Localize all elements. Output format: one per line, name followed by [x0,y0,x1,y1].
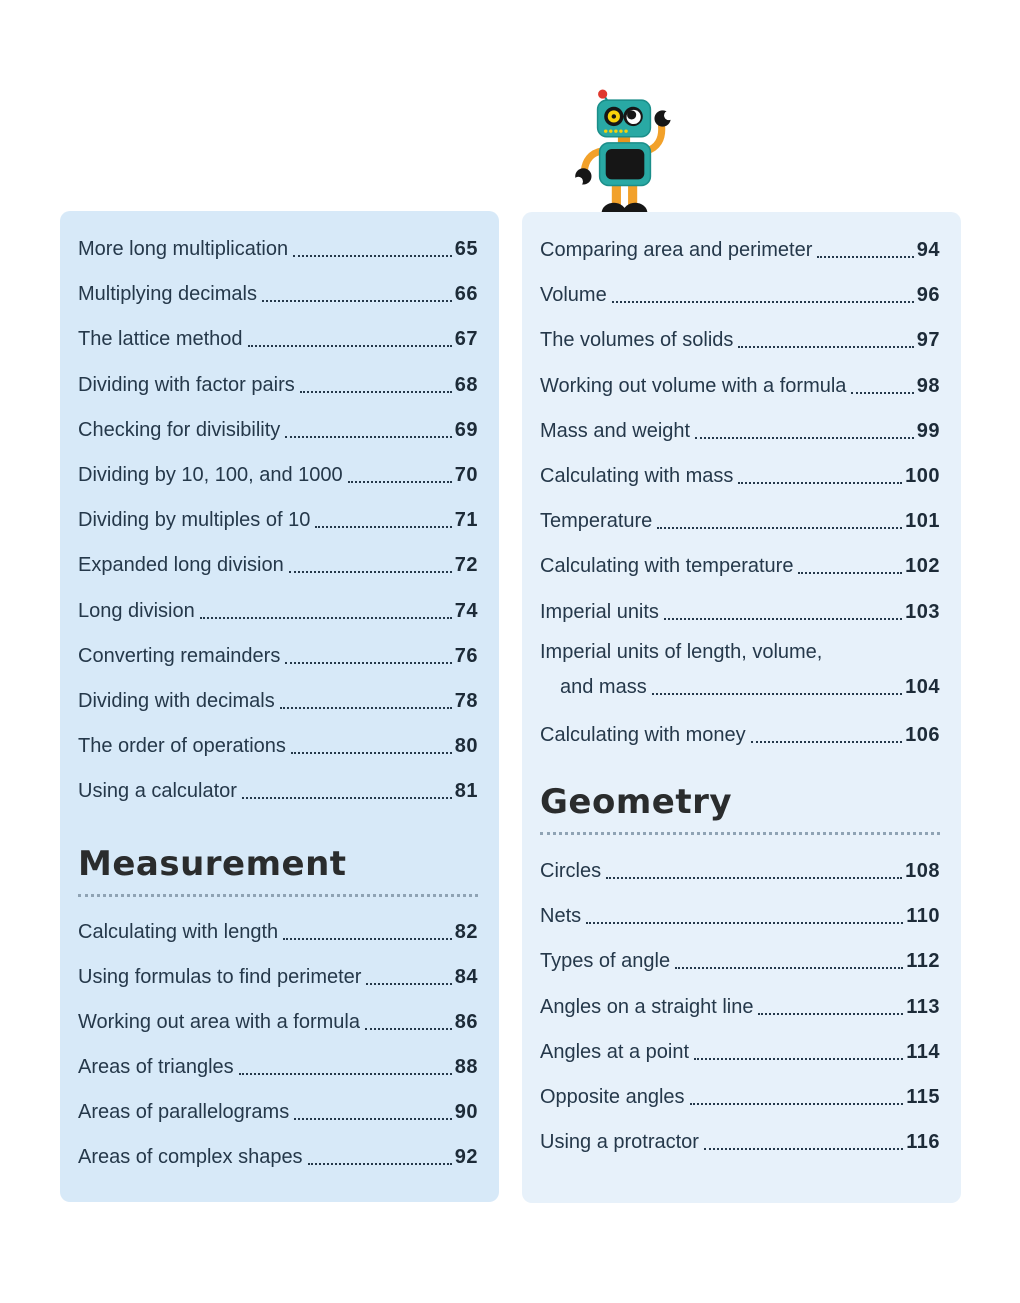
dot-leader [851,392,913,394]
dot-leader [675,967,903,969]
section-heading-geometry: Geometry [540,781,732,822]
dot-leader [348,481,452,483]
dot-leader [262,300,452,302]
toc-entry-page: 66 [454,283,478,306]
toc-entry-page: 65 [454,238,478,261]
dotted-divider [540,832,940,835]
dot-leader [586,922,903,924]
dot-leader [652,693,902,695]
toc-entry-page: 92 [454,1146,478,1169]
dot-leader [293,255,452,257]
dot-leader [248,345,452,347]
toc-entry-label: Comparing area and perimeter [540,239,813,262]
toc-entry [540,454,940,499]
dot-leader [657,527,902,529]
dot-leader [283,938,452,940]
toc-list [78,227,478,814]
toc-entry [78,724,478,769]
dot-leader [738,482,902,484]
dot-leader [694,1058,903,1060]
dot-leader [280,707,452,709]
toc-entry-page: 82 [454,920,478,943]
dot-leader [690,1103,904,1105]
robot-eye-icon [623,107,642,126]
toc-entry-label: Calculating with temperature [540,555,794,578]
toc-entry-label: Converting remainders [78,644,281,667]
toc-entry [540,849,940,894]
toc-entry-page: 102 [905,555,940,578]
toc-list [540,228,940,758]
dot-leader [291,752,452,754]
toc-entry-label: Types of angle [540,950,671,973]
dot-leader [664,618,902,620]
toc-entry-page: 98 [916,374,940,397]
toc-entry-page: 100 [905,465,940,488]
toc-entry-page: 70 [454,464,478,487]
toc-panel-right [522,212,961,1203]
toc-entry-label: Using formulas to find perimeter [78,965,362,988]
toc-entry [78,453,478,498]
toc-entry [78,1135,478,1180]
toc-entry-label: Circles [540,859,602,882]
toc-entry-label: Dividing with decimals [78,689,275,712]
toc-entry [540,1075,940,1120]
toc-entry [540,409,940,454]
toc-entry-label: Calculating with money [540,723,746,746]
dot-leader [300,391,452,393]
toc-entry [78,909,478,954]
dot-leader [315,526,451,528]
toc-entry [540,1030,940,1075]
toc-entry-label: Areas of complex shapes [78,1146,303,1169]
toc-entry-label: Imperial units [540,600,659,623]
toc-entry [78,769,478,814]
toc-entry [540,364,940,409]
toc-entry-label: The volumes of solids [540,329,734,352]
dot-leader [289,571,452,573]
toc-entry-label: Working out area with a formula [78,1010,360,1033]
toc-entry-label: Dividing with factor pairs [78,373,295,396]
toc-entry-page: 106 [905,723,940,746]
toc-entry-label: Dividing by 10, 100, and 1000 [78,464,343,487]
toc-entry [540,984,940,1029]
dot-leader [308,1163,452,1165]
toc-entry-label: Expanded long division [78,554,284,577]
toc-entry-page: 74 [454,599,478,622]
toc-entry-page: 71 [454,509,478,532]
toc-entry-page: 80 [454,735,478,758]
toc-entry-label: The lattice method [78,328,243,351]
toc-entry-label: Dividing by multiples of 10 [78,509,311,532]
toc-entry-page: 78 [454,689,478,712]
toc-entry-page: 69 [454,418,478,441]
toc-entry [540,1120,940,1165]
toc-entry-page: 108 [905,859,940,882]
dot-leader [365,1028,452,1030]
toc-panel-left [60,211,499,1202]
dot-leader [242,797,452,799]
toc-entry [540,544,940,589]
dot-leader [200,617,452,619]
toc-entry-page: 67 [454,328,478,351]
toc-entry-page: 90 [454,1101,478,1124]
toc-entry-page: 72 [454,554,478,577]
dot-leader [366,983,451,985]
toc-entry-page: 113 [906,995,940,1018]
toc-entry-page: 112 [906,950,940,973]
toc-entry-label: Using a calculator [78,780,237,803]
toc-entry-label: Imperial units of length, volume, [540,640,823,663]
toc-entry [78,408,478,453]
toc-entry [540,713,940,758]
toc-entry-page: 114 [906,1040,940,1063]
toc-entry-label: Long division [78,599,195,622]
dot-leader [612,301,914,303]
toc-entry [78,363,478,408]
section-heading-measurement: Measurement [78,844,347,885]
toc-entry [78,272,478,317]
toc-entry [78,589,478,634]
toc-entry-label: Volume [540,284,607,307]
toc-entry-page: 103 [905,600,940,623]
toc-entry [78,1000,478,1045]
toc-entry [78,317,478,362]
toc-entry-label: Calculating with mass [540,465,734,488]
toc-entry-label: Angles on a straight line [540,995,754,1018]
dot-leader [285,436,451,438]
dot-leader [738,346,913,348]
toc-entry-label: Temperature [540,510,653,533]
dot-leader [294,1118,452,1120]
toc-entry-page: 94 [916,239,940,262]
dot-leader [695,437,914,439]
toc-entry [78,955,478,1000]
toc-list [540,849,940,1165]
toc-entry [540,273,940,318]
toc-entry-page: 99 [916,419,940,442]
toc-entry [540,318,940,363]
toc-entry [78,1090,478,1135]
toc-entry [78,1045,478,1090]
toc-entry-label: Using a protractor [540,1131,699,1154]
toc-entry [540,939,940,984]
robot-claw-icon [654,110,673,126]
toc-entry [540,499,940,544]
toc-entry-page: 86 [454,1010,478,1033]
toc-entry-page: 115 [906,1085,940,1108]
toc-entry-page: 101 [905,510,940,533]
toc-entry-label: Areas of triangles [78,1056,234,1079]
toc-entry [540,228,940,273]
dot-leader [751,741,902,743]
toc-entry-page: 116 [906,1131,940,1154]
toc-entry-label: Mass and weight [540,419,691,442]
toc-entry [78,634,478,679]
toc-entry [540,894,940,939]
toc-entry-page: 110 [906,905,940,928]
toc-entry [540,590,940,635]
dot-leader [606,877,902,879]
dot-leader [817,256,913,258]
dot-leader [758,1013,903,1015]
toc-entry [78,227,478,272]
toc-entry [78,543,478,588]
toc-entry-page: 96 [916,284,940,307]
toc-entry-label: Nets [540,905,582,928]
toc-entry-label: Working out volume with a formula [540,374,847,397]
toc-entry-label: Calculating with length [78,920,279,943]
toc-entry-page: 81 [454,780,478,803]
toc-entry-label: Opposite angles [540,1085,685,1108]
toc-entry-label: Multiplying decimals [78,283,257,306]
toc-entry-label: Areas of parallelograms [78,1101,290,1124]
toc-list [78,909,478,1180]
toc-entry-page: 97 [916,329,940,352]
toc-entry-page: 84 [454,965,478,988]
robot-eye-icon [604,107,623,126]
dot-leader [798,572,902,574]
toc-entry-label: More long multiplication [78,238,289,261]
toc-entry [78,679,478,724]
toc-entry-label: The order of operations [78,735,286,758]
toc-entry-page: 68 [454,373,478,396]
robot-claw-icon [574,168,592,186]
toc-entry-page: 76 [454,644,478,667]
dotted-divider [78,894,478,897]
robot-illustration [573,88,675,217]
toc-entry [78,498,478,543]
dot-leader [704,1148,903,1150]
dot-leader [239,1073,452,1075]
dot-leader [285,662,451,664]
toc-entry-page: 88 [454,1056,478,1079]
toc-entry-label-continued: and mass [560,675,647,698]
toc-entry-label: Checking for divisibility [78,418,281,441]
toc-entry-label: Angles at a point [540,1040,689,1063]
toc-entry-page: 104 [905,675,940,698]
toc-entry [540,635,940,705]
